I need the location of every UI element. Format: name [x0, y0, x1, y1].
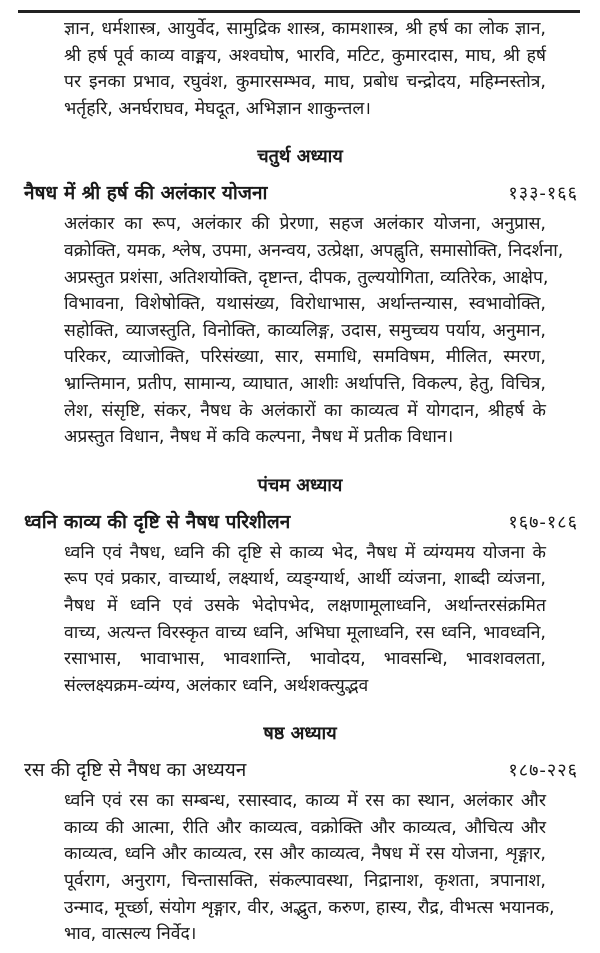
text-line: परिकर, व्याजोक्ति, परिसंख्या, सार, समाधि, समविषम, मीलित, स्मरण, — [64, 347, 546, 368]
text-line: उन्माद, मूर्च्छा, संयोग शृङ्गार, वीर, अद्भुत, करुण, हास्य, रौद्र, वीभत्स भयानक, — [64, 897, 555, 918]
entry-title: रस की दृष्टि से नैषध का अध्ययन — [24, 759, 247, 782]
entry-topics — [64, 211, 564, 450]
text-line: वक्रोक्ति, यमक, श्लेष, उपमा, अनन्वय, उत्प्रेक्षा, अपह्नुति, समासोक्ति, निदर्शना, — [64, 240, 564, 261]
text-line: विभावना, विशेषोक्ति, यथासंख्य, विरोधाभास, अर्थान्तन्यास, स्वभावोक्ति, — [64, 294, 546, 315]
text-line: ध्वनि एवं नैषध, ध्वनि की दृष्टि से काव्य भेद, नैषध में व्यंग्यमय योजना के — [64, 542, 546, 563]
chapter-section — [0, 144, 600, 450]
text-line: वाच्य, अत्यन्त विरस्कृत वाच्य ध्वनि, अभिघा मूलाध्वनि, रस ध्वनि, भावध्वनि, — [64, 622, 546, 643]
text-line: पूर्वराग, अनुराग, चिन्तासक्ति, संकल्पावस्था, निद्रानाश, कृशता, त्रपानाश, — [64, 871, 546, 892]
text-line: नैषध में ध्वनि एवं उसके भेदोपभेद, लक्षणामूलाध्वनि, अर्थान्तरसंक्रमित — [64, 595, 546, 616]
text-line: श्री हर्ष पूर्व काव्य वाङ्मय, अश्वघोष, भारवि, मटिट, कुमारदास, माघ, श्री हर्ष — [64, 45, 546, 66]
text-line: भाव, वात्सल्य निर्वेद। — [64, 924, 197, 945]
entry-topics — [64, 540, 546, 700]
toc-entry — [24, 507, 578, 538]
chapter-section — [0, 473, 600, 700]
text-line: काव्यत्व, ध्वनि और काव्यत्व, रस और काव्यत्व, नैषध में रस योजना, शृङ्गार, — [64, 844, 546, 865]
entry-title: नैषध में श्री हर्ष की अलंकार योजना — [24, 182, 268, 205]
chapter-heading: पंचम अध्याय — [257, 474, 343, 496]
text-line: भ्रान्तिमान, प्रतीप, सामान्य, व्याघात, आशीः अर्थापत्ति, विकल्प, हेतु, विचित्र, — [64, 373, 546, 394]
chapter-heading: षष्ठ अध्याय — [263, 723, 337, 745]
text-line: रसाभास, भावाभास, भावशान्ति, भावोदय, भावसन्धि, भावशवलता, — [64, 649, 546, 670]
text-line: ज्ञान, धर्मशास्त्र, आयुर्वेद, सामुद्रिक शास्त्र, कामशास्त्र, श्री हर्ष का लोक ज्ञान, — [64, 19, 546, 39]
text-line: काव्य की आत्मा, रीति और काव्यत्व, वक्रोक्ति और काव्यत्व, औचित्य और — [64, 817, 546, 838]
chapter-heading: चतुर्थ अध्याय — [257, 146, 343, 168]
chapter-section — [0, 721, 600, 948]
text-line: ध्वनि एवं रस का सम्बन्ध, रसास्वाद, काव्य में रस का स्थान, अलंकार और — [64, 791, 546, 812]
entry-title: ध्वनि काव्य की दृष्टि से नैषध परिशीलन — [24, 510, 291, 533]
text-line: अप्रस्तुत प्रशंसा, अतिशयोक्ति, दृष्टान्त, दीपक, तुल्ययोगिता, व्यतिरेक, आक्षेप, — [64, 267, 549, 288]
page-range: १८७-२२६ — [508, 760, 578, 782]
text-line: रूप एवं प्रकार, वाच्यार्थ, लक्ष्यार्थ, व्यङ्ग्यार्थ, आर्थी व्यंजना, शाब्दी व्यंजना, — [64, 569, 546, 590]
toc-entry — [24, 755, 578, 786]
intro-paragraph — [64, 16, 546, 122]
page-range: १३३-१६६ — [508, 183, 578, 205]
toc-entry — [24, 178, 578, 209]
entry-topics — [64, 788, 555, 948]
page-range: १६७-१८६ — [508, 511, 578, 533]
text-line: अलंकार का रूप, अलंकार की प्रेरणा, सहज अलंकार योजना, अनुप्रास, — [64, 214, 546, 235]
text-line: लेश, संसृष्टि, संकर, नैषध के अलंकारों का काव्यत्व में योगदान, श्रीहर्ष के — [64, 400, 546, 421]
text-line: संल्लक्ष्यक्रम-व्यंग्य, अलंकार ध्वनि, अर्थशक्त्युद्भव — [64, 675, 369, 696]
top-rule — [18, 10, 580, 13]
contents-page — [0, 16, 600, 948]
text-line: भर्तृहरि, अनर्घराघव, मेघदूत, अभिज्ञान शाकुन्तल। — [64, 98, 371, 119]
text-line: सहोक्ति, व्याजस्तुति, विनोक्ति, काव्यलिङ्ग, उदास, समुच्चय पर्याय, अनुमान, — [64, 320, 546, 341]
text-line: पर इनका प्रभाव, रघुवंश, कुमारसम्भव, माघ, प्रबोध चन्द्रोदय, महिम्नस्तोत्र, — [64, 72, 546, 93]
text-line: अप्रस्तुत विधान, नैषध में कवि कल्पना, नैषध में प्रतीक विधान। — [64, 427, 454, 448]
